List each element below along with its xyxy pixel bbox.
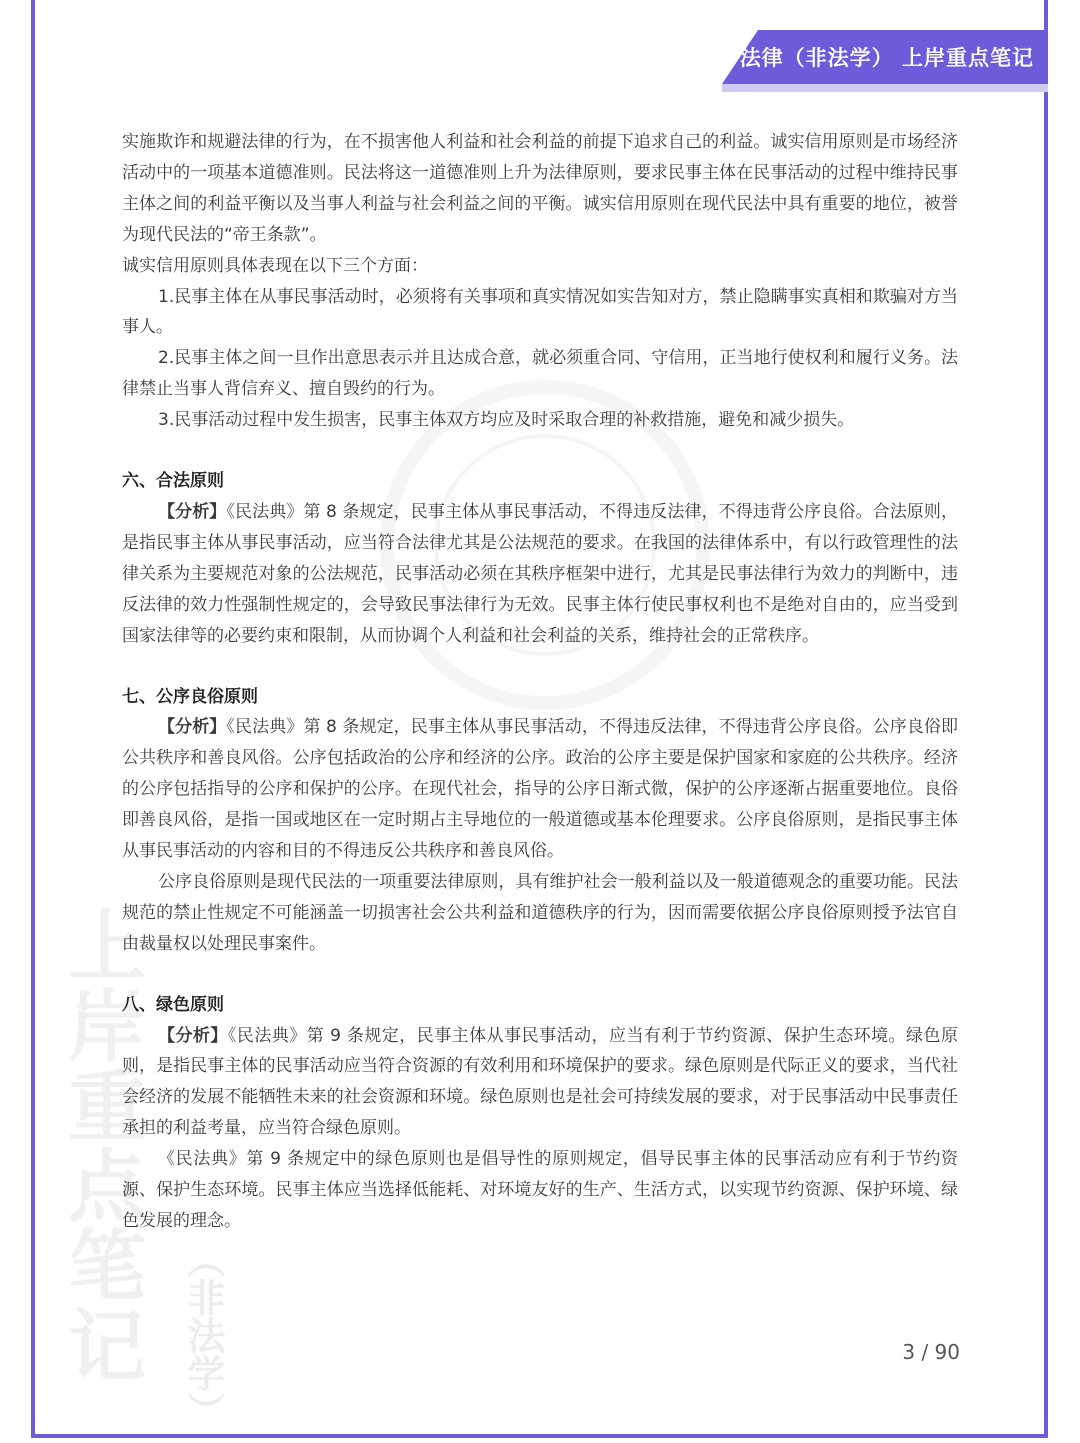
- side-watermark: 上岸重点笔记: [55, 905, 145, 1385]
- side-watermark-sub: （非法学）: [181, 1240, 225, 1430]
- analysis-paragraph: [122, 712, 958, 867]
- section-heading: 七、公序良俗原则: [122, 686, 258, 707]
- body-paragraph: 2.民事主体之间一旦作出意思表示并且达成合意，就必须重合同、守信用，正当地行使权利和履行义务。法律禁止当事人背信弃义、擅自毁约的行为。: [122, 348, 958, 400]
- body-paragraph: 1.民事主体在从事民事活动时，必须将有关事项和真实情况如实告知对方，禁止隐瞒事实真相和欺骗对方当事人。: [122, 286, 958, 338]
- analysis-text: 《民法典》第 8 条规定，民事主体从事民事活动，不得违反法律，不得违背公序良俗。合法原则，是指民事主体从事民事活动，应当符合法律尤其是公法规范的要求。在我国的法律体系中，有以行政管理性的法律关系为主要规范对象的公法规范，民事活动必须在其秩序框架中进行，尤其是民事法律行为效力的判断中，违反法律的效力性强制性规定的，会导致民事法律行为无效。民事主体行使民事权利也不是绝对自由的，应当受到国家法律等的必要约束和限制，从而协调个人利益和社会利益的关系，维持社会的正常秩序。: [122, 501, 959, 646]
- body-paragraph: 3.民事活动过程中发生损害，民事主体双方均应及时采取合理的补救措施，避免和减少损失。: [158, 410, 855, 431]
- analysis-paragraph: [122, 1021, 958, 1145]
- body-paragraph: 《民法典》第 9 条规定中的绿色原则也是倡导性的原则规定，倡导民事主体的民事活动应有利于节约资源、保护生态环境。民事主体应当选择低能耗、对环境友好的生产、生活方式，以实现节约资源、保护环境、绿色发展的理念。: [122, 1149, 958, 1231]
- analysis-text: 《民法典》第 9 条规定，民事主体从事民事活动，应当有利于节约资源、保护生态环境。绿色原则，是指民事主体的民事活动应当符合资源的有效利用和环境保护的要求。绿色原则是代际正义的要求，当代社会经济的发展不能牺牲未来的社会资源和环境。绿色原则也是社会可持续发展的要求，对于民事活动中民事责任承担的利益考量，应当符合绿色原则。: [122, 1025, 959, 1139]
- header-tab: [722, 30, 1048, 84]
- analysis-label: 【分析】: [158, 1025, 228, 1046]
- analysis-paragraph: [122, 497, 958, 652]
- body-paragraph: 公序良俗原则是现代民法的一项重要法律原则，具有维护社会一般利益以及一般道德观念的重要功能。民法规范的禁止性规定不可能涵盖一切损害社会公共利益和道德秩序的行为，因而需要依据公序良俗原则授予法官自由裁量权以处理民事案件。: [122, 871, 958, 954]
- page-number: 3 / 90: [902, 1340, 960, 1364]
- section-heading: 六、合法原则: [122, 471, 224, 492]
- body-paragraph: 诚实信用原则具体表现在以下三个方面：: [122, 255, 428, 276]
- analysis-label: 【分析】: [158, 501, 227, 522]
- header-underline: [722, 84, 1048, 92]
- analysis-label: 【分析】: [158, 717, 227, 738]
- header-title: 法律（非法学） 上岸重点笔记: [739, 46, 1034, 70]
- section-heading: 八、绿色原则: [122, 994, 224, 1015]
- analysis-text: 《民法典》第 8 条规定，民事主体从事民事活动，不得违反法律，不得违背公序良俗。公序良俗即公共秩序和善良风俗。公序包括政治的公序和经济的公序。政治的公序主要是保护国家和家庭的公共秩序。经济的公序包括指导的公序和保护的公序。在现代社会，指导的公序日渐式微，保护的公序逐渐占据重要地位。良俗即善良风俗，是指一国或地区在一定时期占主导地位的一般道德或基本伦理要求。公序良俗原则，是指民事主体从事民事活动的内容和目的不得违反公共秩序和善良风俗。: [122, 717, 959, 862]
- document-body: [122, 127, 958, 1237]
- body-paragraph: 实施欺诈和规避法律的行为，在不损害他人利益和社会利益的前提下追求自己的利益。诚实信用原则是市场经济活动中的一项基本道德准则。民法将这一道德准则上升为法律原则，要求民事主体在民事活动的过程中维持民事主体之间的利益平衡以及当事人利益与社会利益之间的平衡。诚实信用原则在现代民法中具有重要的地位，被誉为现代民法的“帝王条款”。: [122, 132, 958, 245]
